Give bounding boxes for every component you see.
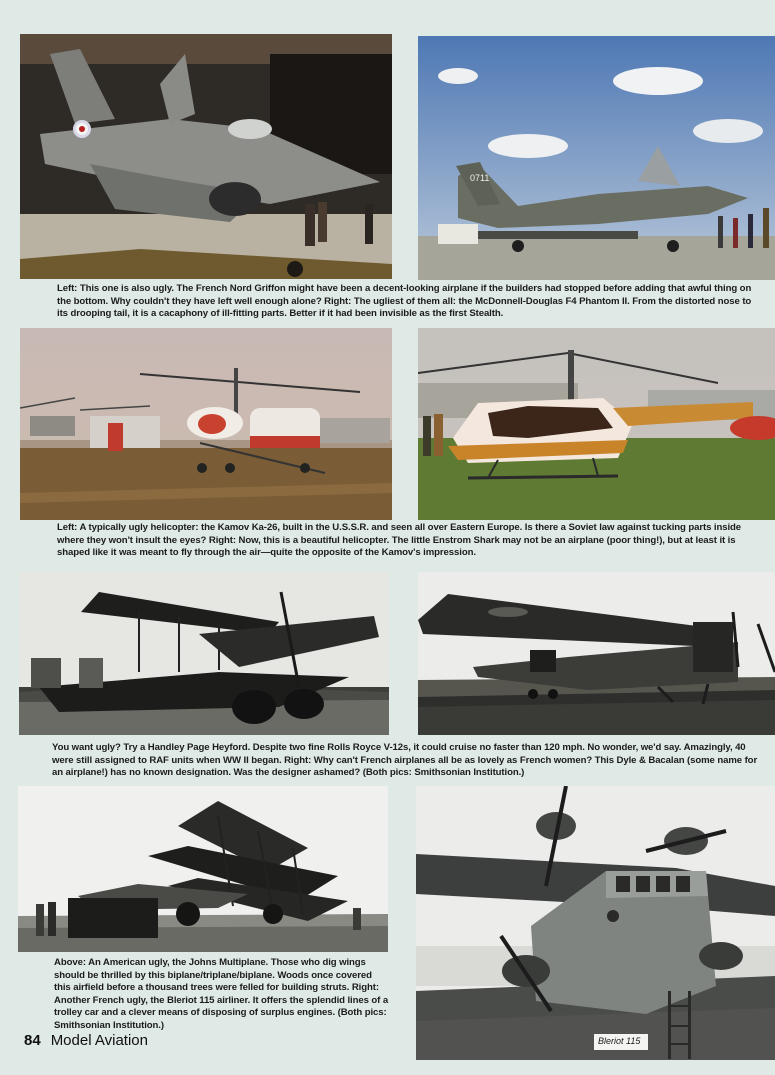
- photo-bleriot-115: [416, 786, 775, 1060]
- photo-nord-griffon: [20, 34, 392, 279]
- caption-kamov-enstrom: Left: A typically ugly helicopter: the Kamov Ka-26, built in the U.S.S.R. and seen all over Eastern Europe. Is there a Soviet law against tucking parts inside where they won't insult the eyes? Right: Now, this is a beautiful helicopter. The little Enstrom Shark may not be an airplane (poor thing!), but at least it is shaped like it was meant to fly through the air—quite the opposite of the Kamov's impression.: [57, 522, 742, 559]
- caption-heyford-dyle-bacalan: You want ugly? Try a Handley Page Heyford. Despite two fine Rolls Royce V-12s, it could cruise no faster than 120 mph. No wonder, we'd say. Amazingly, 40 were still assigned to RAF units when WW II began. Right: Why can't French airplanes all be as lovely as French women? This Dyle & Bacalan (some name for an airplane!) has no known designation. Was the designer ashamed? (Both pics: Smithsonian Institution.): [52, 742, 758, 779]
- photo-johns-multiplane: [18, 786, 388, 952]
- photo-handley-page-heyford: [19, 572, 389, 735]
- page-number: 84: [24, 1032, 41, 1049]
- photo-enstrom-shark: [418, 328, 775, 520]
- photo-f4-phantom: [418, 36, 775, 280]
- caption-griffon-phantom: Left: This one is also ugly. The French Nord Griffon might have been a decent-looking airplane if the builders had stopped before adding that awful thing on the bottom. Why couldn't they have left well enough alone? Right: The ugliest of them all: the McDonnell-Douglas F4 Phantom II. From the distorted nose to its drooping tail, it is a cacaphony of ill-fitting parts. Better if it had been invisible as the first Stealth.: [57, 283, 752, 320]
- page-footer: [24, 1032, 148, 1049]
- bleriot-photo-label: Bleriot 115: [598, 1036, 641, 1046]
- photo-dyle-bacalan: [418, 572, 775, 735]
- phantom-tail-code: 0711: [470, 173, 490, 183]
- caption-johns-multiplane-bleriot: Above: An American ugly, the Johns Multiplane. Those who dig wings should be thrilled by this biplane/triplane/biplane. Woods once covered this airfield before a thousand trees were felled for building struts. Right: Another French ugly, the Bleriot 115 airliner. It offers the splendid lines of a trolley car and a clever means of disposing of surplus engines. (Both pics: Smithsonian Institution.): [54, 957, 389, 1031]
- magazine-title: Model Aviation: [50, 1032, 148, 1049]
- photo-kamov-ka26: [20, 328, 392, 520]
